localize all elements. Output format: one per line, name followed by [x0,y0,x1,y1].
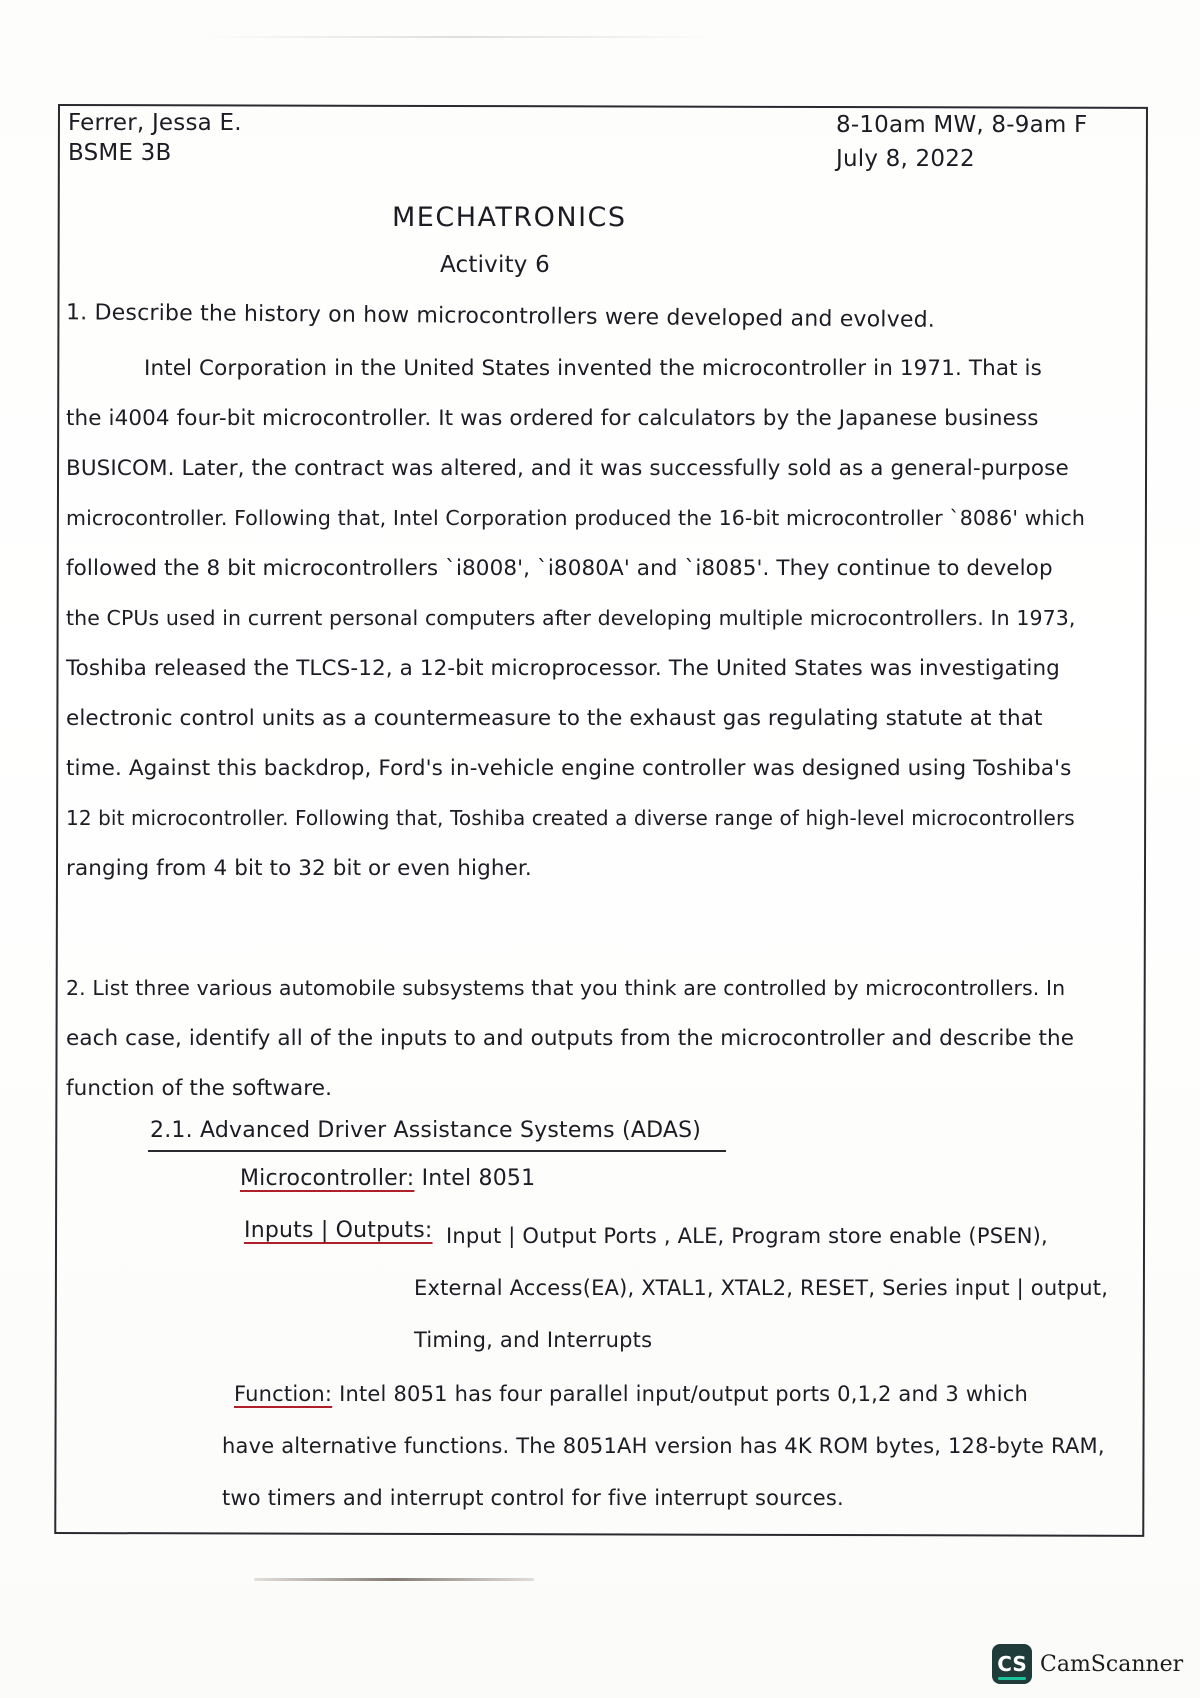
function-label: Function: [234,1382,333,1406]
scan-smudge [200,36,720,38]
subsection-heading: 2.1. Advanced Driver Assistance Systems (ADAS) [150,1118,702,1143]
subsection-heading-underline [148,1150,726,1152]
answer-1-line: BUSICOM. Later, the contract was altered, and it was successfully sold as a general-purpose [66,456,1069,481]
question-2-line: function of the software. [66,1076,333,1101]
answer-1-line: microcontroller. Following that, Intel Corporation produced the 16-bit microcontroller `8086' which [66,506,1085,530]
camscanner-logo-icon: CS [992,1644,1032,1684]
camscanner-brand: CamScanner [1040,1651,1184,1677]
answer-1-line: the CPUs used in current personal computers after developing multiple microcontrollers. In 1973, [66,606,1076,630]
microcontroller-label-text: Microcontroller: [240,1166,415,1191]
answer-1-line: ranging from 4 bit to 32 bit or even higher. [66,856,532,881]
question-2-line: 2. List three various automobile subsystems that you think are controlled by microcontrollers. In [66,976,1066,1000]
microcontroller-value: Intel 8051 [421,1166,536,1191]
answer-1-line: time. Against this backdrop, Ford's in-vehicle engine controller was designed using Toshiba's [66,756,1072,781]
function-line: have alternative functions. The 8051AH version has 4K ROM bytes, 128-byte RAM, [222,1434,1105,1458]
class-schedule: 8-10am MW, 8-9am F [836,112,1088,138]
answer-1-line: followed the 8 bit microcontrollers `i8008', `i8080A' and `i8085'. They continue to develop [66,556,1053,581]
student-section: BSME 3B [68,140,172,166]
function-paragraph [234,1382,1028,1406]
microcontroller-label [240,1166,535,1191]
pen-stroke-mark [254,1578,534,1581]
answer-1-line: Intel Corporation in the United States invented the microcontroller in 1971. That is [144,356,1042,381]
inputs-outputs-line: Input | Output Ports , ALE, Program store enable (PSEN), [446,1224,1048,1248]
answer-1-line: Toshiba released the TLCS-12, a 12-bit microprocessor. The United States was investigating [66,656,1060,681]
question-2-line: each case, identify all of the inputs to and outputs from the microcontroller and describe the [66,1026,1075,1051]
inputs-outputs-label: Inputs | Outputs: [244,1218,433,1243]
page-title: MECHATRONICS [392,202,627,233]
answer-1-line: electronic control units as a countermeasure to the exhaust gas regulating statute at that [66,706,1043,731]
activity-label: Activity 6 [440,252,550,278]
inputs-outputs-line: External Access(EA), XTAL1, XTAL2, RESET, Series input | output, [414,1276,1109,1300]
answer-1-line: the i4004 four-bit microcontroller. It was ordered for calculators by the Japanese business [66,406,1039,431]
function-line: Intel 8051 has four parallel input/output ports 0,1,2 and 3 which [339,1382,1029,1406]
answer-1-line: 12 bit microcontroller. Following that, Toshiba created a diverse range of high-level microcontrollers [66,806,1075,830]
submission-date: July 8, 2022 [836,146,975,172]
student-name: Ferrer, Jessa E. [68,110,242,136]
question-1: 1. Describe the history on how microcontrollers were developed and evolved. [65,300,936,333]
inputs-outputs-line: Timing, and Interrupts [414,1328,653,1352]
function-line: two timers and interrupt control for five interrupt sources. [222,1486,844,1510]
camscanner-watermark [992,1644,1183,1684]
